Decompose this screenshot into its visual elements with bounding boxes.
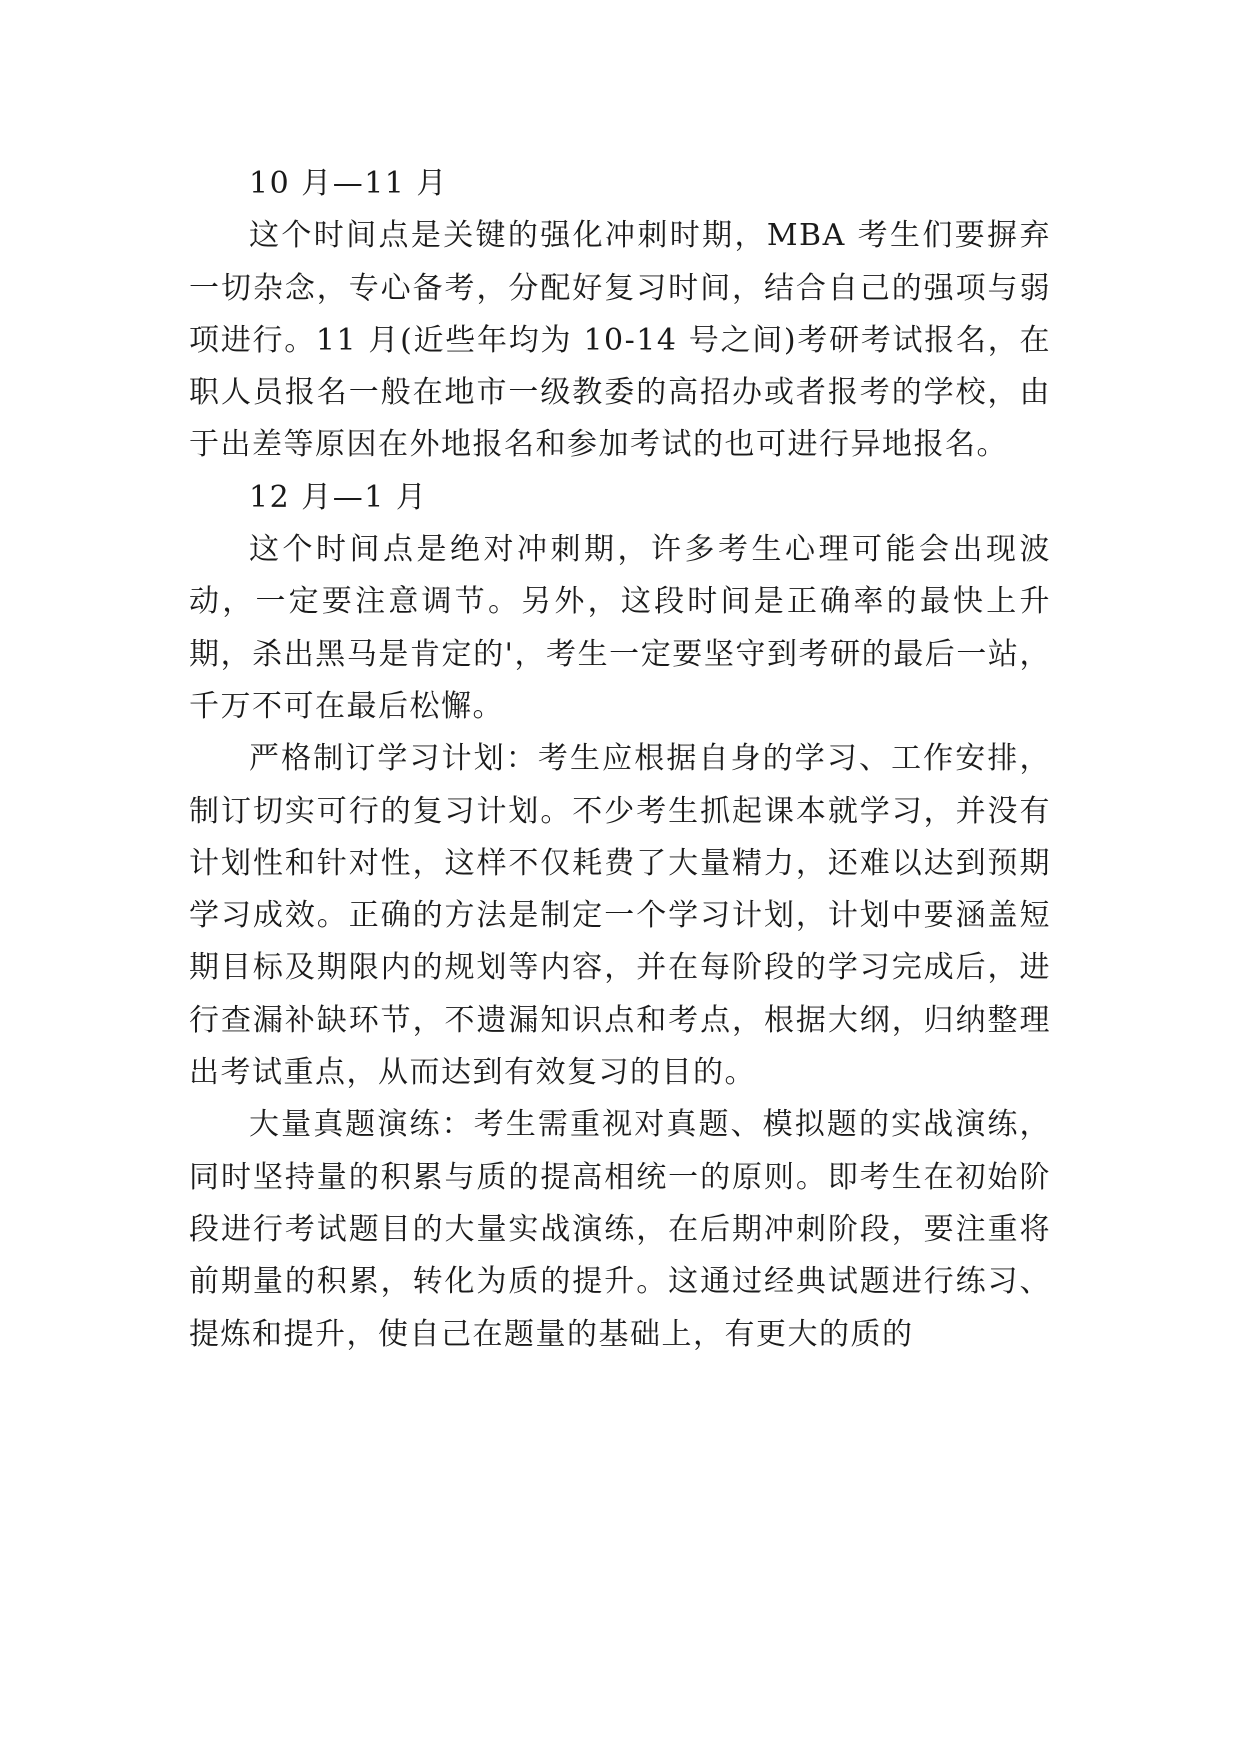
document-body <box>189 158 1051 1361</box>
paragraph-oct-nov: 这个时间点是关键的强化冲刺时期，MBA 考生们要摒弃一切杂念，专心备考，分配好复习时间，结合自己的强项与弱项进行。11 月(近些年均为 10-14 号之间)考研考试报名，在职人员报名一般在地市一级教委的高招办或者报考的学校，由于出差等原因在外地报名和参加考试的也可进行异地报名。 <box>189 218 1051 463</box>
section-heading-oct-nov: 10 月—11 月 <box>249 166 448 201</box>
section-heading-dec-jan: 12 月—1 月 <box>249 479 428 515</box>
paragraph-dec-jan: 这个时间点是绝对冲刺期，许多考生心理可能会出现波动，一定要注意调节。另外，这段时间是正确率的最快上升期，杀出黑马是肯定的'，考生一定要坚守到考研的最后一站，千万不可在最后松懈。 <box>189 532 1051 724</box>
paragraph-practice-exams: 大量真题演练：考生需重视对真题、模拟题的实战演练，同时坚持量的积累与质的提高相统一的原则。即考生在初始阶段进行考试题目的大量实战演练，在后期冲刺阶段，要注重将前期量的积累，转化为质的提升。这通过经典试题进行练习、提炼和提升，使自己在题量的基础上，有更大的质的 <box>189 1107 1051 1352</box>
paragraph-study-plan: 严格制订学习计划：考生应根据自身的学习、工作安排，制订切实可行的复习计划。不少考生抓起课本就学习，并没有计划性和针对性，这样不仅耗费了大量精力，还难以达到预期学习成效。正确的方法是制定一个学习计划，计划中要涵盖短期目标及期限内的规划等内容，并在每阶段的学习完成后，进行查漏补缺环节，不遗漏知识点和考点，根据大纲，归纳整理出考试重点，从而达到有效复习的目的。 <box>189 741 1051 1091</box>
